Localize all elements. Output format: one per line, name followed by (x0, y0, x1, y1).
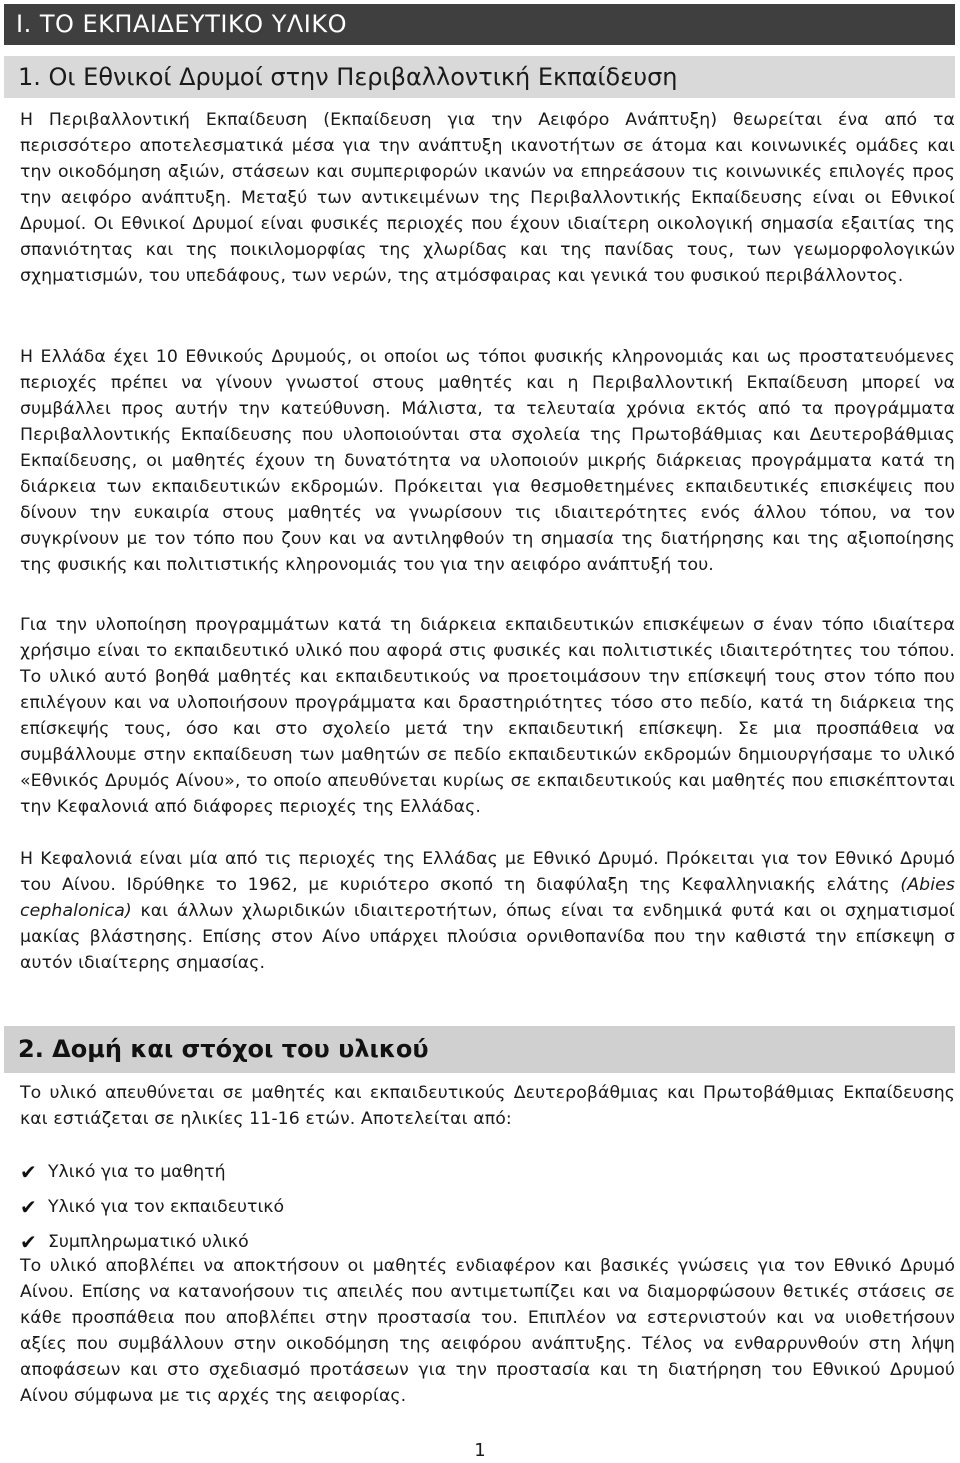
list-item-label: Υλικό για τον εκπαιδευτικό (48, 1196, 285, 1217)
species-name: (Abies cephalonica) (20, 875, 955, 921)
section1-paragraph-4 (20, 846, 955, 976)
check-icon: ✔ (20, 1159, 37, 1184)
list-item (20, 1189, 284, 1224)
section1-paragraph-3: Για την υλοποίηση προγραμμάτων κατά τη διάρκεια εκπαιδευτικών επισκέψεων σ έναν τόπο ιδιαίτερα χρήσιμο είναι το εκπαιδευτικό υλικό που αφορά στις φυσικές και πολιτιστικές ιδιαιτερότητες του τόπου. Το υλικό αυτό βοηθά μαθητές και εκπαιδευτικούς να προετοιμάσουν την επίσκεψή τους στον τόπο που επιλέγουν και να υλοποιήσουν προγράμματα και δραστηριότητες τόσο στο πεδίο, κατά τη διάρκεια της επίσκεψής τους, όσο και στο σχολείο μετά την εκπαιδευτική επίσκεψη. Σε μια προσπάθεια να συμβάλλουμε στην εκπαίδευση των μαθητών σε πεδίο εκπαιδευτικών εκδρομών δημιουργήσαμε το υλικό «Εθνικός Δρυμός Αίνου», το οποίο απευθύνεται κυρίως σε εκπαιδευτικούς και μαθητές που επισκέπτονται την Κεφαλονιά από διάφορες περιοχές της Ελλάδας. (20, 615, 955, 817)
section1-paragraph-2: Η Ελλάδα έχει 10 Εθνικούς Δρυμούς, οι οποίοι ως τόποι φυσικής κληρονομιάς και ως προστατευόμενες περιοχές πρέπει να γίνουν γνωστοί στους μαθητές και η Περιβαλλοντική Εκπαίδευση μπορεί να συμβάλλει προς αυτήν την κατεύθυνση. Μάλιστα, τα τελευταία χρόνια εκτός από τα προγράμματα Περιβαλλοντικής Εκπαίδευσης που υλοποιούνται στα σχολεία της Πρωτοβάθμιας και Δευτεροβάθμιας Εκπαίδευσης, οι μαθητές έχουν τη δυνατότητα να υλοποιούν μικρής διάρκειας προγράμματα κατά τη διάρκεια των εκπαιδευτικών εκδρομών. Πρόκειται για θεσμοθετημένες εκπαιδευτικές επισκέψεις που δίνουν την ευκαιρία στους μαθητές να γνωρίσουν τις ιδιαιτερότητες ενός άλλου τόπου, να τον συγκρίνουν με τον τόπο που ζουν και να αντιληφθούν τη σημασία της διατήρησης και της αξιοποίησης της φυσικής και πολιτιστικής κληρονομιάς του για την αειφόρο ανάπτυξή του. (20, 347, 955, 575)
section2-paragraph-1: Το υλικό απευθύνεται σε μαθητές και εκπαιδευτικούς Δευτεροβάθμιας και Πρωτοβάθμιας Εκπαίδευσης και εστιάζεται σε ηλικίες 11-16 ετών. Αποτελείται από: (20, 1083, 955, 1129)
list-item-label: Συμπληρωματικό υλικό (48, 1231, 249, 1252)
list-item-label: Υλικό για το μαθητή (48, 1161, 226, 1182)
section-title-bar: I. ΤΟ ΕΚΠΑΙΔΕΥΤΙΚΟ ΥΛΙΚΟ (4, 4, 955, 45)
list-item (20, 1154, 284, 1189)
section2-paragraph-2: Το υλικό αποβλέπει να αποκτήσουν οι μαθητές ενδιαφέρον και βασικές γνώσεις για τον Εθνικό Δρυμό Αίνου. Επίσης να κατανοήσουν τις απειλές που αντιμετωπίζει και να διαμορφώσουν θετικές στάσεις σε κάθε προσπάθεια που αποβλέπει στην προστασία του. Επιπλέον να εστερνιστούν και να υιοθετήσουν αξίες που συμβάλλουν στην οικοδόμηση της αειφόρου ανάπτυξης. Τέλος να ενθαρρυνθούν στη λήψη αποφάσεων και στο σχεδιασμό προτάσεων για την προστασία και τη διατήρηση του Εθνικού Δρυμού Αίνου σύμφωνα με τις αρχές της αειφορίας. (20, 1256, 955, 1406)
page-number: 1 (474, 1440, 486, 1461)
section1-heading: 1. Οι Εθνικοί Δρυμοί στην Περιβαλλοντική Εκπαίδευση (4, 56, 955, 98)
paragraph-4-text-a: Η Κεφαλονιά είναι μία από τις περιοχές της Ελλάδας με Εθνικό Δρυμό. Πρόκειται για τον Εθνικό Δρυμό του Αίνου. Ιδρύθηκε το 1962, με κυριότερο σκοπό τη διαφύλαξη της Κεφαλληνιακής ελάτης (20, 849, 955, 895)
section1-paragraph-1: Η Περιβαλλοντική Εκπαίδευση (Εκπαίδευση για την Αειφόρο Ανάπτυξη) θεωρείται ένα από τα περισσότερο αποτελεσματικά μέσα για την ανάπτυξη ικανοτήτων σε άτομα και κοινωνικές ομάδες και την οικοδόμηση αξιών, στάσεων και συμπεριφορών ικανών να επηρεάσουν τις κοινωνικές επιλογές προς την αειφόρο ανάπτυξη. Μεταξύ των αντικειμένων της Περιβαλλοντικής Εκπαίδευσης είναι οι Εθνικοί Δρυμοί. Οι Εθνικοί Δρυμοί είναι φυσικές περιοχές που έχουν ιδιαίτερη οικολογική σημασία εξαιτίας της σπανιότητας και της ποικιλομορφίας της χλωρίδας και της πανίδας τους, των γεωμορφολογικών σχηματισμών, του υπεδάφους, των νερών, της ατμόσφαιρας και γενικά του φυσικού περιβάλλοντος. (20, 110, 955, 286)
section2-heading: 2. Δομή και στόχοι του υλικού (4, 1026, 955, 1073)
check-icon: ✔ (20, 1229, 37, 1254)
materials-list (20, 1154, 284, 1259)
check-icon: ✔ (20, 1194, 37, 1219)
paragraph-4-text-b: και άλλων χλωριδικών ιδιαιτεροτήτων, όπως είναι τα ενδημικά φυτά και οι σχηματισμοί μακίας βλάστησης. Επίσης στον Αίνο υπάρχει πλούσια ορνιθοπανίδα που την καθιστά την επίσκεψη σ αυτόν ιδιαίτερης σημασίας. (20, 901, 955, 973)
